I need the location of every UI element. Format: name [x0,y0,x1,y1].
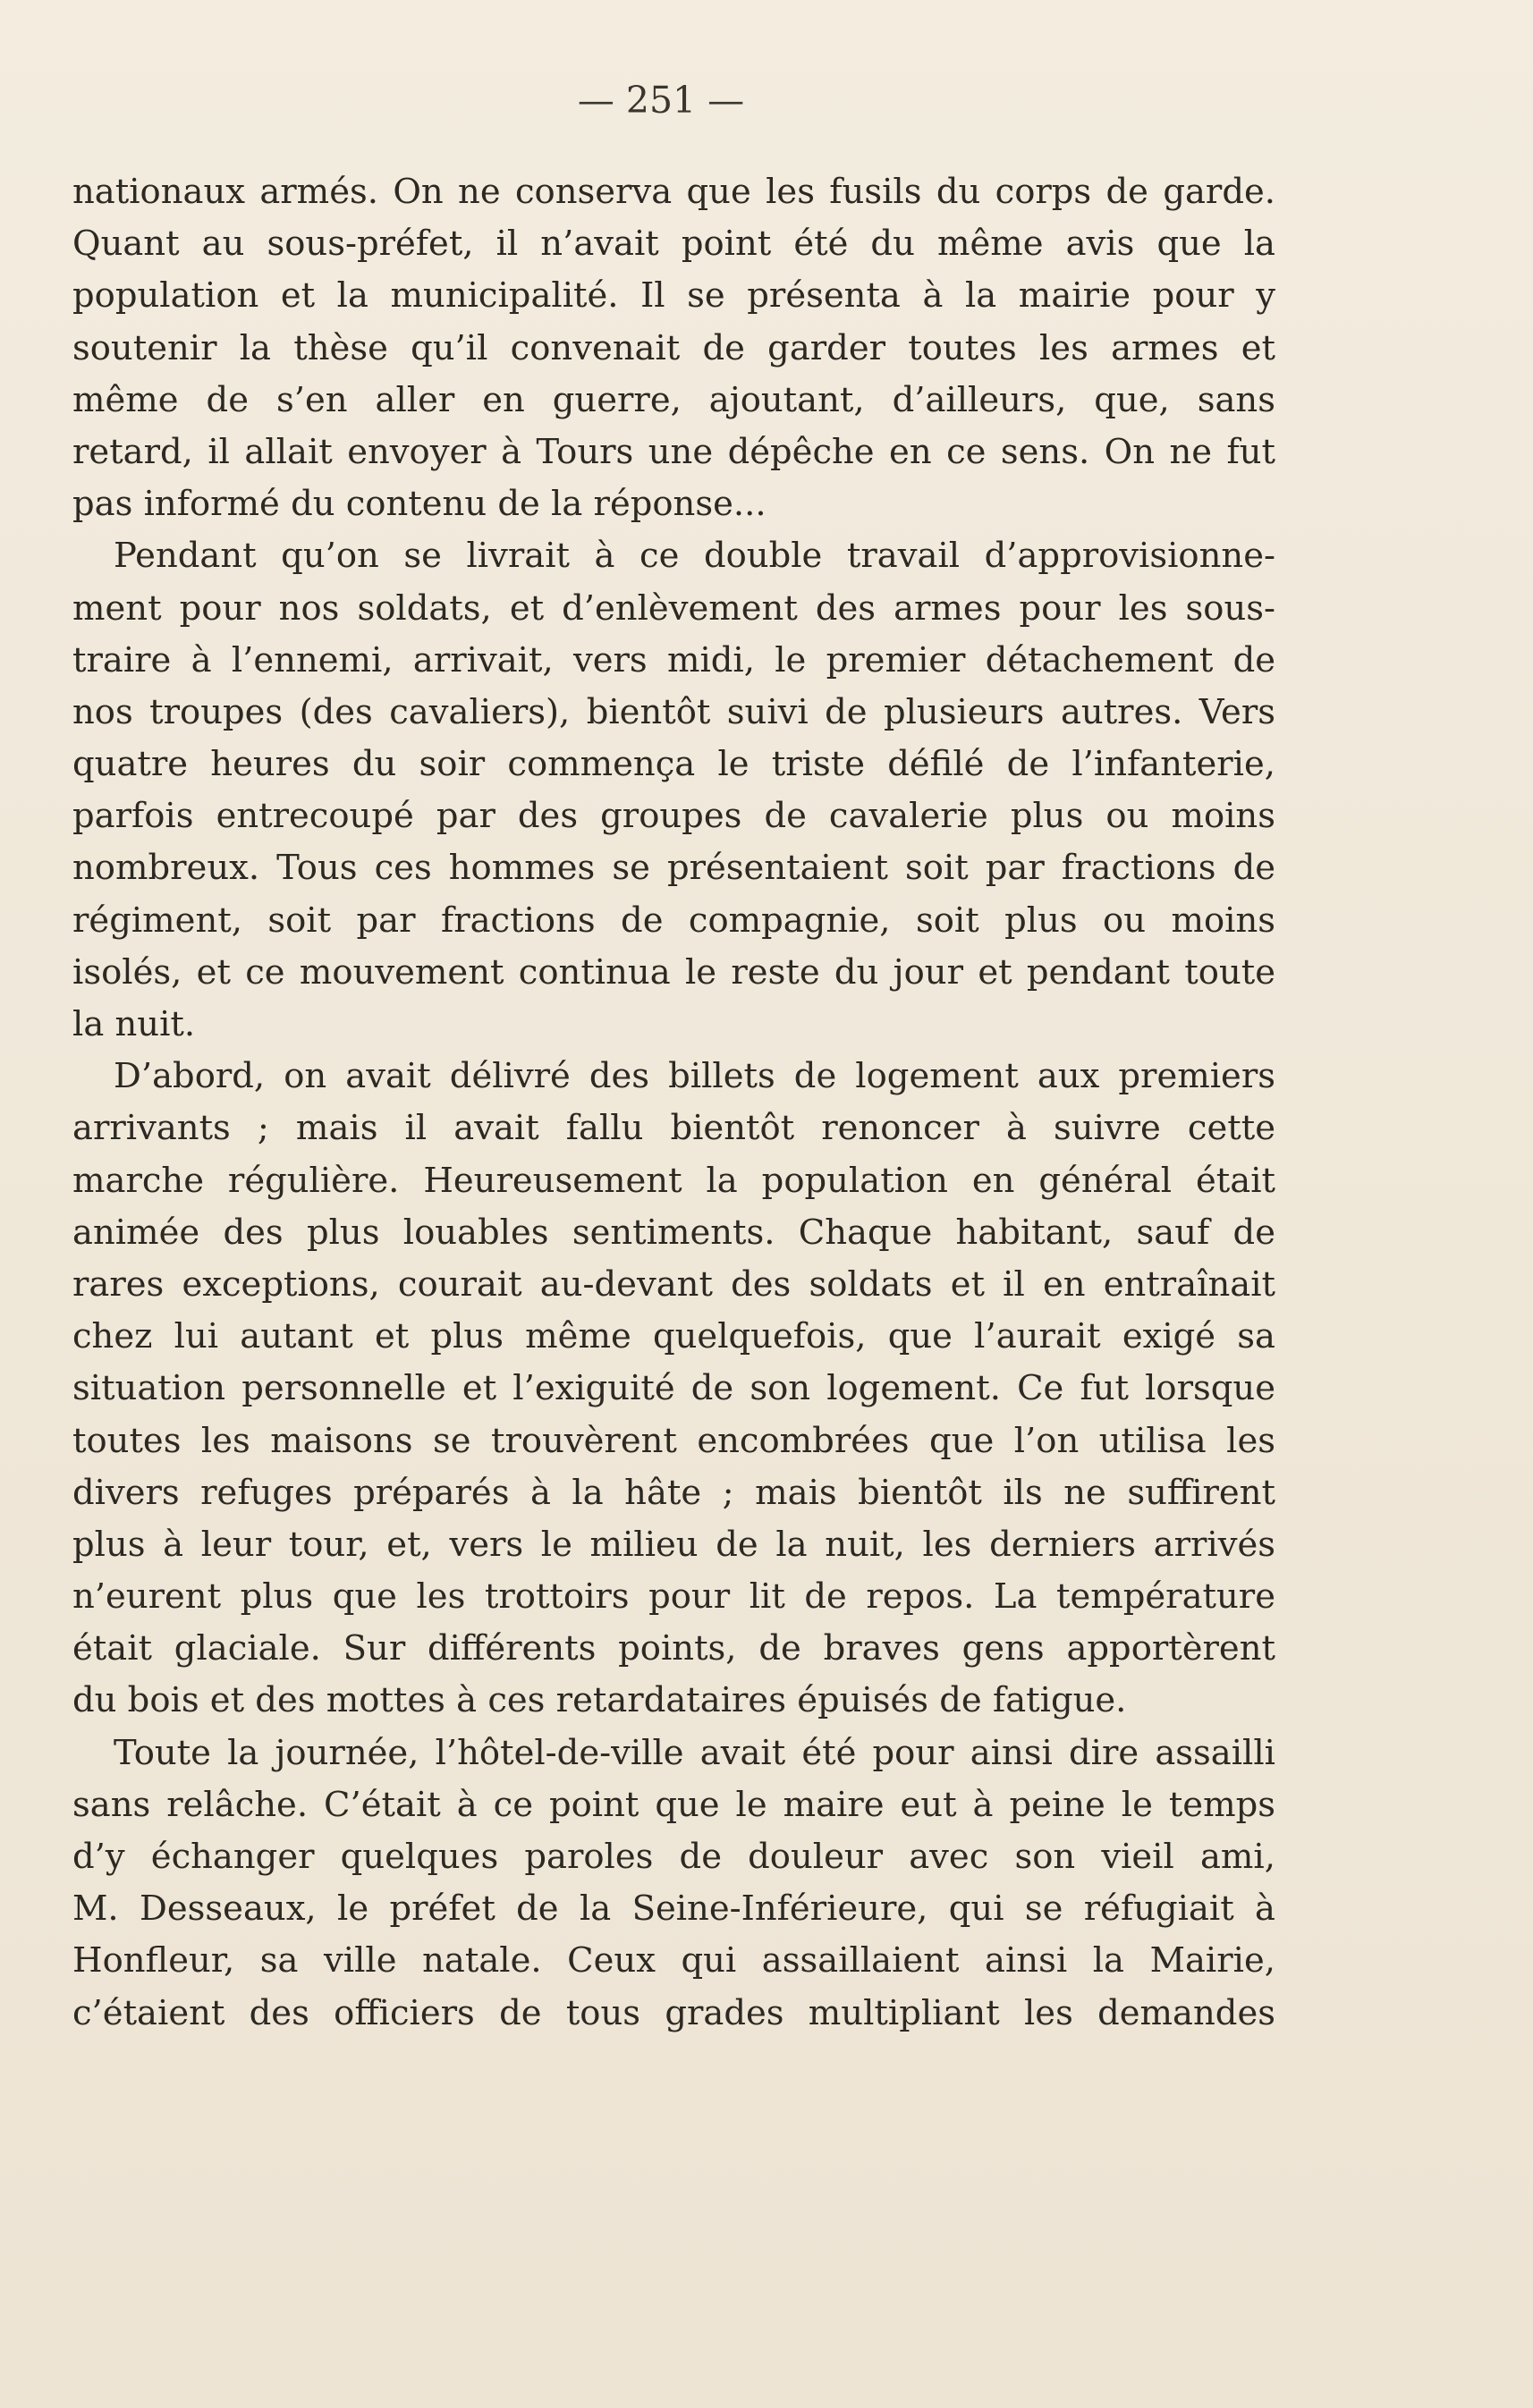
text-line: même de s’en aller en guerre, ajoutant, d’ailleurs, que, sans [72,379,1275,420]
text-line: plus à leur tour, et, vers le milieu de la nuit, les derniers arrivés [72,1524,1275,1565]
text-line: soutenir la thèse qu’il convenait de garder toutes les armes et [72,327,1275,368]
text-line: rares exceptions, courait au-devant des soldats et il en entraînait [72,1263,1275,1305]
text-line: Toute la journée, l’hôtel-de-ville avait été pour ainsi dire assailli [114,1732,1275,1773]
text-line: toutes les maisons se trouvèrent encombrées que l’on utilisa les [72,1420,1275,1461]
text-line: sans relâche. C’était à ce point que le maire eut à peine le temps [72,1784,1275,1825]
page-number: — 251 — [577,79,745,122]
text-line: était glaciale. Sur différents points, de braves gens apportèrent [72,1628,1275,1669]
text-line: divers refuges préparés à la hâte ; mais bientôt ils ne suffirent [72,1472,1275,1513]
text-line: D’abord, on avait délivré des billets de logement aux premiers [114,1056,1275,1097]
text-line: d’y échanger quelques paroles de douleur avec son vieil ami, [72,1837,1275,1877]
text-line: isolés, et ce mouvement continua le reste du jour et pendant toute [72,951,1275,993]
text-line: ment pour nos soldats, et d’enlèvement des armes pour les sous- [72,587,1275,629]
text-line: nos troupes (des cavaliers), bientôt suivi de plusieurs autres. Vers [72,691,1275,732]
text-line: Quant au sous-préfet, il n’avait point été du même avis que la [72,224,1275,265]
text-line: nombreux. Tous ces hommes se présentaient soit par fractions de [72,848,1275,889]
text-line: du bois et des mottes à ces retardataires épuisés de fatigue. [72,1680,1127,1721]
text-line: M. Desseaux, le préfet de la Seine-Inférieure, qui se réfugiait à [72,1888,1275,1930]
text-line: marche régulière. Heureusement la population en général était [72,1160,1275,1201]
body-text [72,166,1275,2040]
text-line: quatre heures du soir commença le triste défilé de l’infanterie, [72,744,1275,785]
text-line: la nuit. [72,1004,196,1044]
text-line: population et la municipalité. Il se présenta à la mairie pour y [72,275,1275,317]
text-line: traire à l’ennemi, arrivait, vers midi, le premier détachement de [72,639,1275,680]
text-line: c’étaient des officiers de tous grades multipliant les demandes [72,1992,1275,2033]
text-line: situation personnelle et l’exiguité de son logement. Ce fut lorsque [72,1368,1275,1409]
text-line: arrivants ; mais il avait fallu bientôt renoncer à suivre cette [72,1108,1275,1149]
text-line: animée des plus louables sentiments. Chaque habitant, sauf de [72,1212,1275,1253]
text-line: nationaux armés. On ne conserva que les fusils du corps de garde. [72,172,1275,212]
text-line: pas informé du contenu de la réponse... [72,484,766,525]
text-line: chez lui autant et plus même quelquefois, que l’aurait exigé sa [72,1316,1275,1357]
text-line: n’eurent plus que les trottoirs pour lit de repos. La température [72,1576,1275,1618]
text-line: régiment, soit par fractions de compagnie, soit plus ou moins [72,900,1275,941]
text-line: parfois entrecoupé par des groupes de cavalerie plus ou moins [72,796,1275,837]
text-line: retard, il allait envoyer à Tours une dépêche en ce sens. On ne fut [72,431,1275,472]
text-line: Honfleur, sa ville natale. Ceux qui assaillaient ainsi la Mairie, [72,1940,1275,1981]
text-line: Pendant qu’on se livrait à ce double travail d’approvisionne- [114,536,1275,577]
